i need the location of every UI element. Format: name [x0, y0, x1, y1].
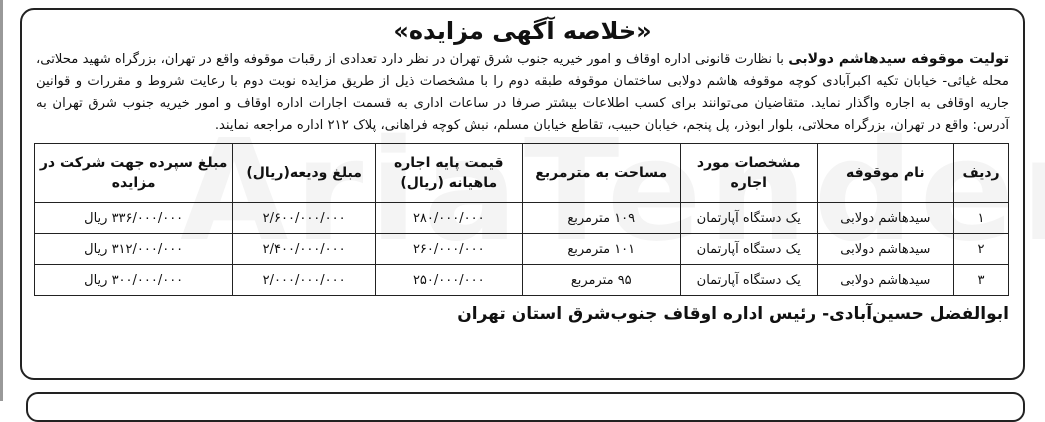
cell-area: ۱۰۹ مترمربع [522, 203, 680, 234]
cell-area: ۹۵ مترمربع [522, 265, 680, 296]
cell-bid-bond: ۳۳۶/۰۰۰/۰۰۰ ریال [35, 203, 233, 234]
page-edge [0, 0, 3, 401]
table-row [35, 265, 1009, 296]
cell-lease-specs: یک دستگاه آپارتمان [680, 234, 817, 265]
cell-endowment-name: سیدهاشم دولابی [817, 234, 954, 265]
cell-endowment-name: سیدهاشم دولابی [817, 265, 954, 296]
cell-lease-specs: یک دستگاه آپارتمان [680, 265, 817, 296]
header-deposit: مبلغ ودیعه(ریال) [233, 144, 376, 203]
cell-area: ۱۰۱ مترمربع [522, 234, 680, 265]
cell-row-number: ۳ [954, 265, 1009, 296]
header-lease-specs: مشخصات مورد اجاره [680, 144, 817, 203]
notice-frame [20, 8, 1025, 380]
cell-row-number: ۲ [954, 234, 1009, 265]
cell-deposit: ۲/۰۰۰/۰۰۰/۰۰۰ [233, 265, 376, 296]
header-endowment-name: نام موقوفه [817, 144, 954, 203]
table-header-row [35, 144, 1009, 203]
table-row [35, 203, 1009, 234]
header-area: مساحت به مترمربع [522, 144, 680, 203]
header-base-rent: قیمت پایه اجاره ماهیانه (ریال) [375, 144, 522, 203]
next-notice-frame [26, 392, 1025, 422]
notice-body [36, 48, 1009, 137]
table-row [35, 234, 1009, 265]
cell-base-rent: ۲۵۰/۰۰۰/۰۰۰ [375, 265, 522, 296]
cell-bid-bond: ۳۱۲/۰۰۰/۰۰۰ ریال [35, 234, 233, 265]
signature-line: ابوالفضل حسین‌آبادی- رئیس اداره اوقاف جنوب‌شرق استان تهران [457, 304, 1009, 324]
cell-lease-specs: یک دستگاه آپارتمان [680, 203, 817, 234]
cell-base-rent: ۲۶۰/۰۰۰/۰۰۰ [375, 234, 522, 265]
notice-lead: تولیت موقوفه سیدهاشم دولابی [788, 51, 1009, 67]
cell-bid-bond: ۳۰۰/۰۰۰/۰۰۰ ریال [35, 265, 233, 296]
cell-deposit: ۲/۶۰۰/۰۰۰/۰۰۰ [233, 203, 376, 234]
notice-body-text: با نظارت قانونی اداره اوقاف و امور خیریه جنوب شرق تهران در نظر دارد تعدادی از رقبات موقوفه واقع در تهران، بزرگراه شهید محلاتی، محله غیاثی- خیابان تکیه اکبرآبادی کوچه موقوفه هاشم دولابی ساختمان موقوفه طبقه دوم را با مشخصات ذیل از طریق مزایده نوبت دوم با رعایت شروط و مقررات و قوانین جاریه اوقافی به اجاره واگذار نماید. متقاضیان می‌توانند برای کسب اطلاعات بیشتر صرفا در ساعات اداری به قسمت اجارات اداره اوقاف و امور خیریه جنوب شرق تهران به آدرس: واقع در تهران، بزرگراه محلاتی، بلوار ابوذر، پل پنجم، خیابان حبیب، تقاطع خیابان مسلم، نبش کوچه فراهانی، پلاک ۲۱۲ اداره مراجعه نمایند. [36, 52, 1009, 133]
cell-row-number: ۱ [954, 203, 1009, 234]
cell-base-rent: ۲۸۰/۰۰۰/۰۰۰ [375, 203, 522, 234]
notice-title: «خلاصه آگهی مزایده» [393, 17, 652, 45]
cell-deposit: ۲/۴۰۰/۰۰۰/۰۰۰ [233, 234, 376, 265]
auction-table [34, 143, 1009, 296]
header-bid-bond: مبلغ سپرده جهت شرکت در مزایده [35, 144, 233, 203]
cell-endowment-name: سیدهاشم دولابی [817, 203, 954, 234]
header-row-number: ردیف [954, 144, 1009, 203]
